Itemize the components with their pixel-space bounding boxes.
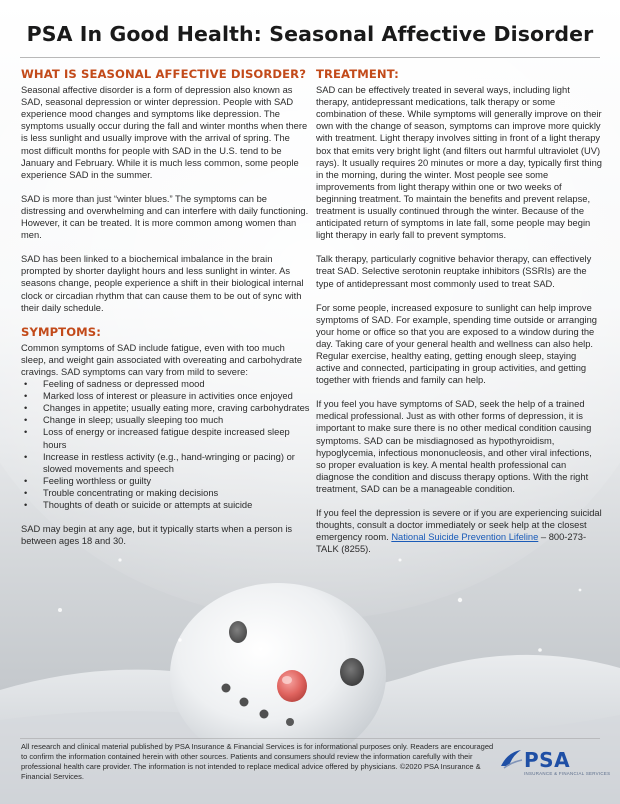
treatment-heading: TREATMENT: [316,67,399,81]
logo-subtitle: INSURANCE & FINANCIAL SERVICES [524,771,611,776]
page-title: PSA In Good Health: Seasonal Affective Disorder [26,22,594,46]
symptoms-intro: Common symptoms of SAD include fatigue, even with too much sleep, and weight gain associated with overeating and carbohydrate cravings. SAD symptoms can vary from mild to severe: [21,342,303,377]
symptoms-heading: SYMPTOMS: [21,324,101,339]
treatment-paragraph-4: If you feel you have symptoms of SAD, seek the help of a trained medical professional. Just as with other forms of depression, it is important to make sure there is no other medical condition causing symptoms. SAD can be misdiagnosed as hypothyroidism, hypoglycemia, infectious mononucleosis, and other viral infections, so proper evaluation is key. A mental health professional can diagnose the condition and discuss therapy options. With the right treatment, SAD can be a manageable condition. [316,399,592,494]
treatment-paragraph-2: Talk therapy, particularly cognitive behavior therapy, can effectively treat SAD. Selective serotonin reuptake inhibitors (SSRIs) are the type of antidepressant most commonly used to treat SAD. [316,254,592,289]
what-paragraph-1: Seasonal affective disorder is a form of depression also known as SAD, seasonal depression or winter depression. People with SAD experience mood changes and symptoms like depression. The symptoms usually occur during the fall and winter months when there is less sunlight and usually improve with the arrival of spring. The most difficult months for people with SAD in the U.S. tend to be January and February. While it is much less common, some people experience SAD in the summer. [21,85,308,180]
left-column [21,68,310,559]
list-item: • Thoughts of death or suicide or attempts at suicide [21,499,310,511]
title-divider [20,57,600,58]
what-paragraph-2: SAD is more than just “winter blues.” The symptoms can be distressing and overwhelming and can interfere with daily functioning. However, it can be treated. It is more common among women than men. [21,193,309,241]
list-item: • Marked loss of interest or pleasure in activities once enjoyed [21,390,310,402]
treatment-paragraph-3: For some people, increased exposure to sunlight can help improve symptoms of SAD. For example, spending time outside or arranging your home or office so that you are exposed to a window during the day. Taking care of your general health and wellness can also help. Regular exercise, healthy eating, getting enough sleep, staying active and connected, participating in group activities, and getting together with friends and family can help. [316,302,597,386]
list-item: • Increase in restless activity (e.g., hand-wringing or pacing) or slowed movements and speech [21,451,310,475]
psa-logo [498,746,610,782]
list-item: • Feeling of sadness or depressed mood [21,378,310,390]
treatment-paragraph-5 [316,507,603,555]
logo-wordmark: PSA [524,748,571,772]
right-column [316,68,603,567]
footer-divider [20,738,600,739]
list-item: • Loss of energy or increased fatigue despite increased sleep hours [21,426,310,450]
what-is-sad-heading: WHAT IS SEASONAL AFFECTIVE DISORDER? [21,67,307,81]
psa-swoosh-logo-icon [498,748,524,770]
disclaimer-text: All research and clinical material published by PSA Insurance & Financial Services is for informational purposes only. Readers are encouraged to confirm the information contained herein with other sources. Patients and consumers should review the information carefully with their professional health care provider. The information is not intended to replace medical advice offered by physicians. ©2020 PSA Insurance & Financial Services. [21,742,494,781]
age-note: SAD may begin at any age, but it typically starts when a person is between ages 18 and 30. [21,524,293,547]
what-paragraph-3: SAD has been linked to a biochemical imbalance in the brain prompted by shorter daylight hours and less sunlight in winter. As seasons change, people experience a shift in their biological internal clock or circadian rhythm that can cause them to be out of sync with their daily schedule. [21,254,304,313]
suicide-hotline-link[interactable]: National Suicide Prevention Lifeline [391,532,539,543]
list-item: • Changes in appetite; usually eating more, craving carbohydrates [21,402,310,414]
emergency-text: If you feel the depression is severe or if you are experiencing suicidal thoughts, consult a doctor immediately or seek help at the closest emergency room. [316,508,602,543]
list-item: • Feeling worthless or guilty [21,475,310,487]
hotline-number: – 800-273-TALK (8255). [316,532,587,555]
symptoms-list [21,378,310,511]
list-item: • Trouble concentrating or making decisions [21,487,310,499]
treatment-paragraph-1: SAD can be effectively treated in several ways, including light therapy, antidepressant medications, talk therapy or some combination of these. While symptoms will generally improve on their own with the change of season, symptoms can improve more quickly with treatment. Light therapy involves sitting in front of a light therapy box that emits very bright light (and filters out harmful ultraviolet (UV) rays). It usually requires 20 minutes or more a day, typically first thing in the morning, during the winter. Most people see some improvements from light therapy within one or two weeks of beginning treatment. To maintain the benefits and prevent relapse, treatment is usually continued through the winter. Because of the anticipated return of symptoms in late fall, some people may begin light therapy in early fall to prevent symptoms. [316,85,602,241]
list-item: • Change in sleep; usually sleeping too much [21,414,310,426]
